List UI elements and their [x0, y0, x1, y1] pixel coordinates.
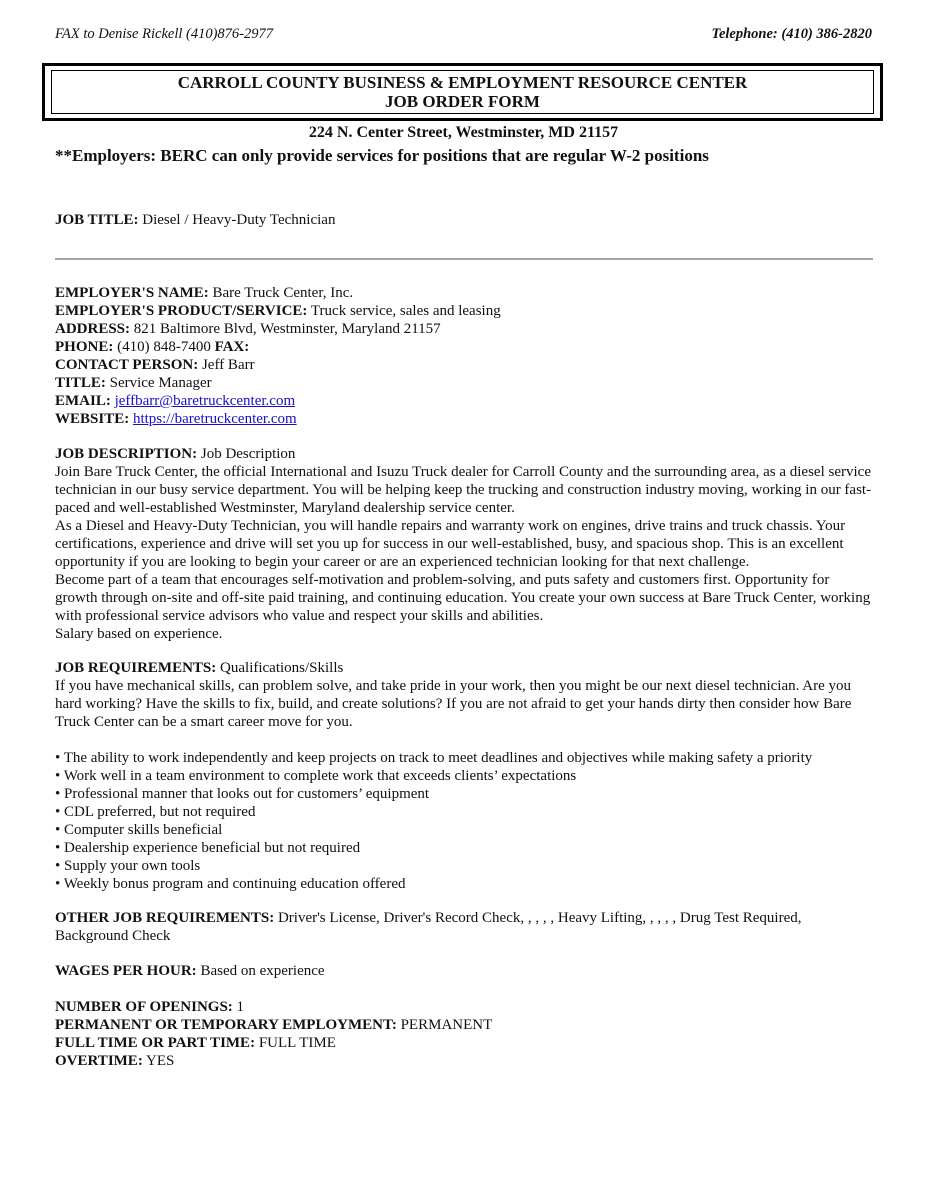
openings-row — [55, 998, 873, 1016]
fax-contact: FAX to Denise Rickell (410)876-2977 — [55, 26, 273, 42]
list-item: • CDL preferred, but not required — [55, 804, 256, 820]
openings-label: NUMBER OF OPENINGS: — [55, 999, 233, 1015]
contact-person-row — [55, 356, 873, 374]
contact-person-label: CONTACT PERSON: — [55, 357, 199, 373]
list-item: • Professional manner that looks out for customers’ equipment — [55, 786, 430, 802]
job-description-label: JOB DESCRIPTION: — [55, 446, 198, 462]
employer-fax-label: FAX: — [214, 339, 250, 355]
job-title-field — [55, 212, 335, 229]
job-description-para-4: Salary based on experience. — [55, 626, 223, 642]
wages-row — [55, 962, 873, 980]
employer-name-label: EMPLOYER'S NAME: — [55, 285, 209, 301]
job-title-label: JOB TITLE: — [55, 212, 139, 228]
job-description-heading: Job Description — [200, 446, 296, 462]
employer-section — [55, 284, 873, 428]
full-time-row — [55, 1034, 873, 1052]
employer-product: Truck service, sales and leasing — [310, 303, 501, 319]
job-description-section — [55, 445, 873, 643]
email-label: EMAIL: — [55, 393, 111, 409]
contact-title-row — [55, 374, 873, 392]
employer-notice: **Employers: BERC can only provide services for positions that are regular W-2 positions — [55, 146, 709, 165]
overtime-value: YES — [146, 1053, 175, 1069]
list-item: • Supply your own tools — [55, 858, 201, 874]
wages-value: Based on experience — [200, 963, 325, 979]
divider — [55, 258, 873, 260]
email-link[interactable]: jeffbarr@baretruckcenter.com — [114, 393, 296, 409]
telephone-contact: Telephone: (410) 386-2820 — [711, 26, 872, 42]
job-description-para-3: Become part of a team that encourages self-motivation and problem-solving, and puts safety and customers first. Opportunity for growth through on-site and off-site paid training, and continuing education. You create your own success at Bare Truck Center, working with professional service advisors who value and respect your skills and abilities. — [55, 572, 871, 624]
employment-type-row — [55, 1016, 873, 1034]
title-box — [42, 63, 883, 121]
employer-address-row — [55, 320, 873, 338]
wages-section — [55, 962, 873, 980]
contact-title-label: TITLE: — [55, 375, 106, 391]
employer-name-row — [55, 284, 873, 302]
org-address: 224 N. Center Street, Westminster, MD 21157 — [308, 124, 619, 141]
full-time-label: FULL TIME OR PART TIME: — [55, 1035, 256, 1051]
title-box-inner — [51, 70, 874, 114]
org-name: CARROLL COUNTY BUSINESS & EMPLOYMENT RESOURCE CENTER — [177, 73, 748, 92]
job-description-para-1: Join Bare Truck Center, the official International and Isuzu Truck dealer for Carroll County and the surrounding area, as a diesel service technician in our busy service department. You will be helping keep the trucking and construction industry moving, working in our fast-paced and well-established Westminster, Maryland dealership service center. — [55, 464, 872, 516]
job-requirements-heading-row — [55, 659, 873, 677]
other-requirements-label: OTHER JOB REQUIREMENTS: — [55, 910, 275, 926]
full-time-value: FULL TIME — [258, 1035, 336, 1051]
form-name: JOB ORDER FORM — [385, 92, 540, 111]
contact-person: Jeff Barr — [201, 357, 255, 373]
overtime-label: OVERTIME: — [55, 1053, 143, 1069]
website-link[interactable]: https://baretruckcenter.com — [132, 411, 297, 427]
wages-label: WAGES PER HOUR: — [55, 963, 197, 979]
overtime-row — [55, 1052, 873, 1070]
list-item: • The ability to work independently and keep projects on track to meet deadlines and objectives while making safety a priority — [55, 750, 813, 766]
job-requirements-intro: If you have mechanical skills, can problem solve, and take pride in your work, then you might be our next diesel technician. Are you hard working? Have the skills to fix, build, and create solutions? If you are not afraid to get your hands dirty then consider how Bare Truck Center can be a smart career move for you. — [55, 678, 852, 730]
requirements-bullets — [55, 749, 873, 893]
website-label: WEBSITE: — [55, 411, 130, 427]
job-description-para-2: As a Diesel and Heavy-Duty Technician, you will handle repairs and warranty work on engines, drive trains and truck chassis. Your certifications, experience and drive will set you up for success in our well-established, busy, and spacious shop. This is an excellent opportunity if you are looking to begin your career or are an experienced technician looking for that next challenge. — [55, 518, 846, 570]
requirements-list — [55, 749, 873, 893]
employer-name: Bare Truck Center, Inc. — [212, 285, 354, 301]
employer-phone-row — [55, 338, 873, 356]
employment-type-value: PERMANENT — [400, 1017, 493, 1033]
other-requirements-row — [55, 909, 873, 945]
list-item: • Weekly bonus program and continuing education offered — [55, 876, 406, 892]
other-requirements-value: Driver's License, Driver's Record Check, , , , , Heavy Lifting, , , , , Drug Test Required, Background Check — [55, 910, 802, 944]
employer-address: 821 Baltimore Blvd, Westminster, Maryland 21157 — [133, 321, 441, 337]
list-item: • Computer skills beneficial — [55, 822, 223, 838]
job-requirements-heading: Qualifications/Skills — [220, 660, 344, 676]
other-requirements-section — [55, 909, 873, 945]
list-item: • Work well in a team environment to complete work that exceeds clients’ expectations — [55, 768, 577, 784]
list-item: • Dealership experience beneficial but not required — [55, 840, 361, 856]
employer-phone-label: PHONE: — [55, 339, 114, 355]
job-description-heading-row — [55, 445, 873, 463]
employment-details-section — [55, 998, 873, 1070]
employer-address-label: ADDRESS: — [55, 321, 131, 337]
website-row — [55, 410, 873, 428]
job-requirements-section — [55, 659, 873, 731]
contact-title: Service Manager — [109, 375, 212, 391]
employer-product-label: EMPLOYER'S PRODUCT/SERVICE: — [55, 303, 308, 319]
contact-header — [55, 26, 872, 43]
job-title-value: Diesel / Heavy-Duty Technician — [142, 212, 336, 228]
email-row — [55, 392, 873, 410]
employer-phone: (410) 848-7400 — [117, 339, 211, 355]
employer-product-row — [55, 302, 873, 320]
openings-value: 1 — [236, 999, 245, 1015]
job-requirements-label: JOB REQUIREMENTS: — [55, 660, 217, 676]
employment-type-label: PERMANENT OR TEMPORARY EMPLOYMENT: — [55, 1017, 397, 1033]
